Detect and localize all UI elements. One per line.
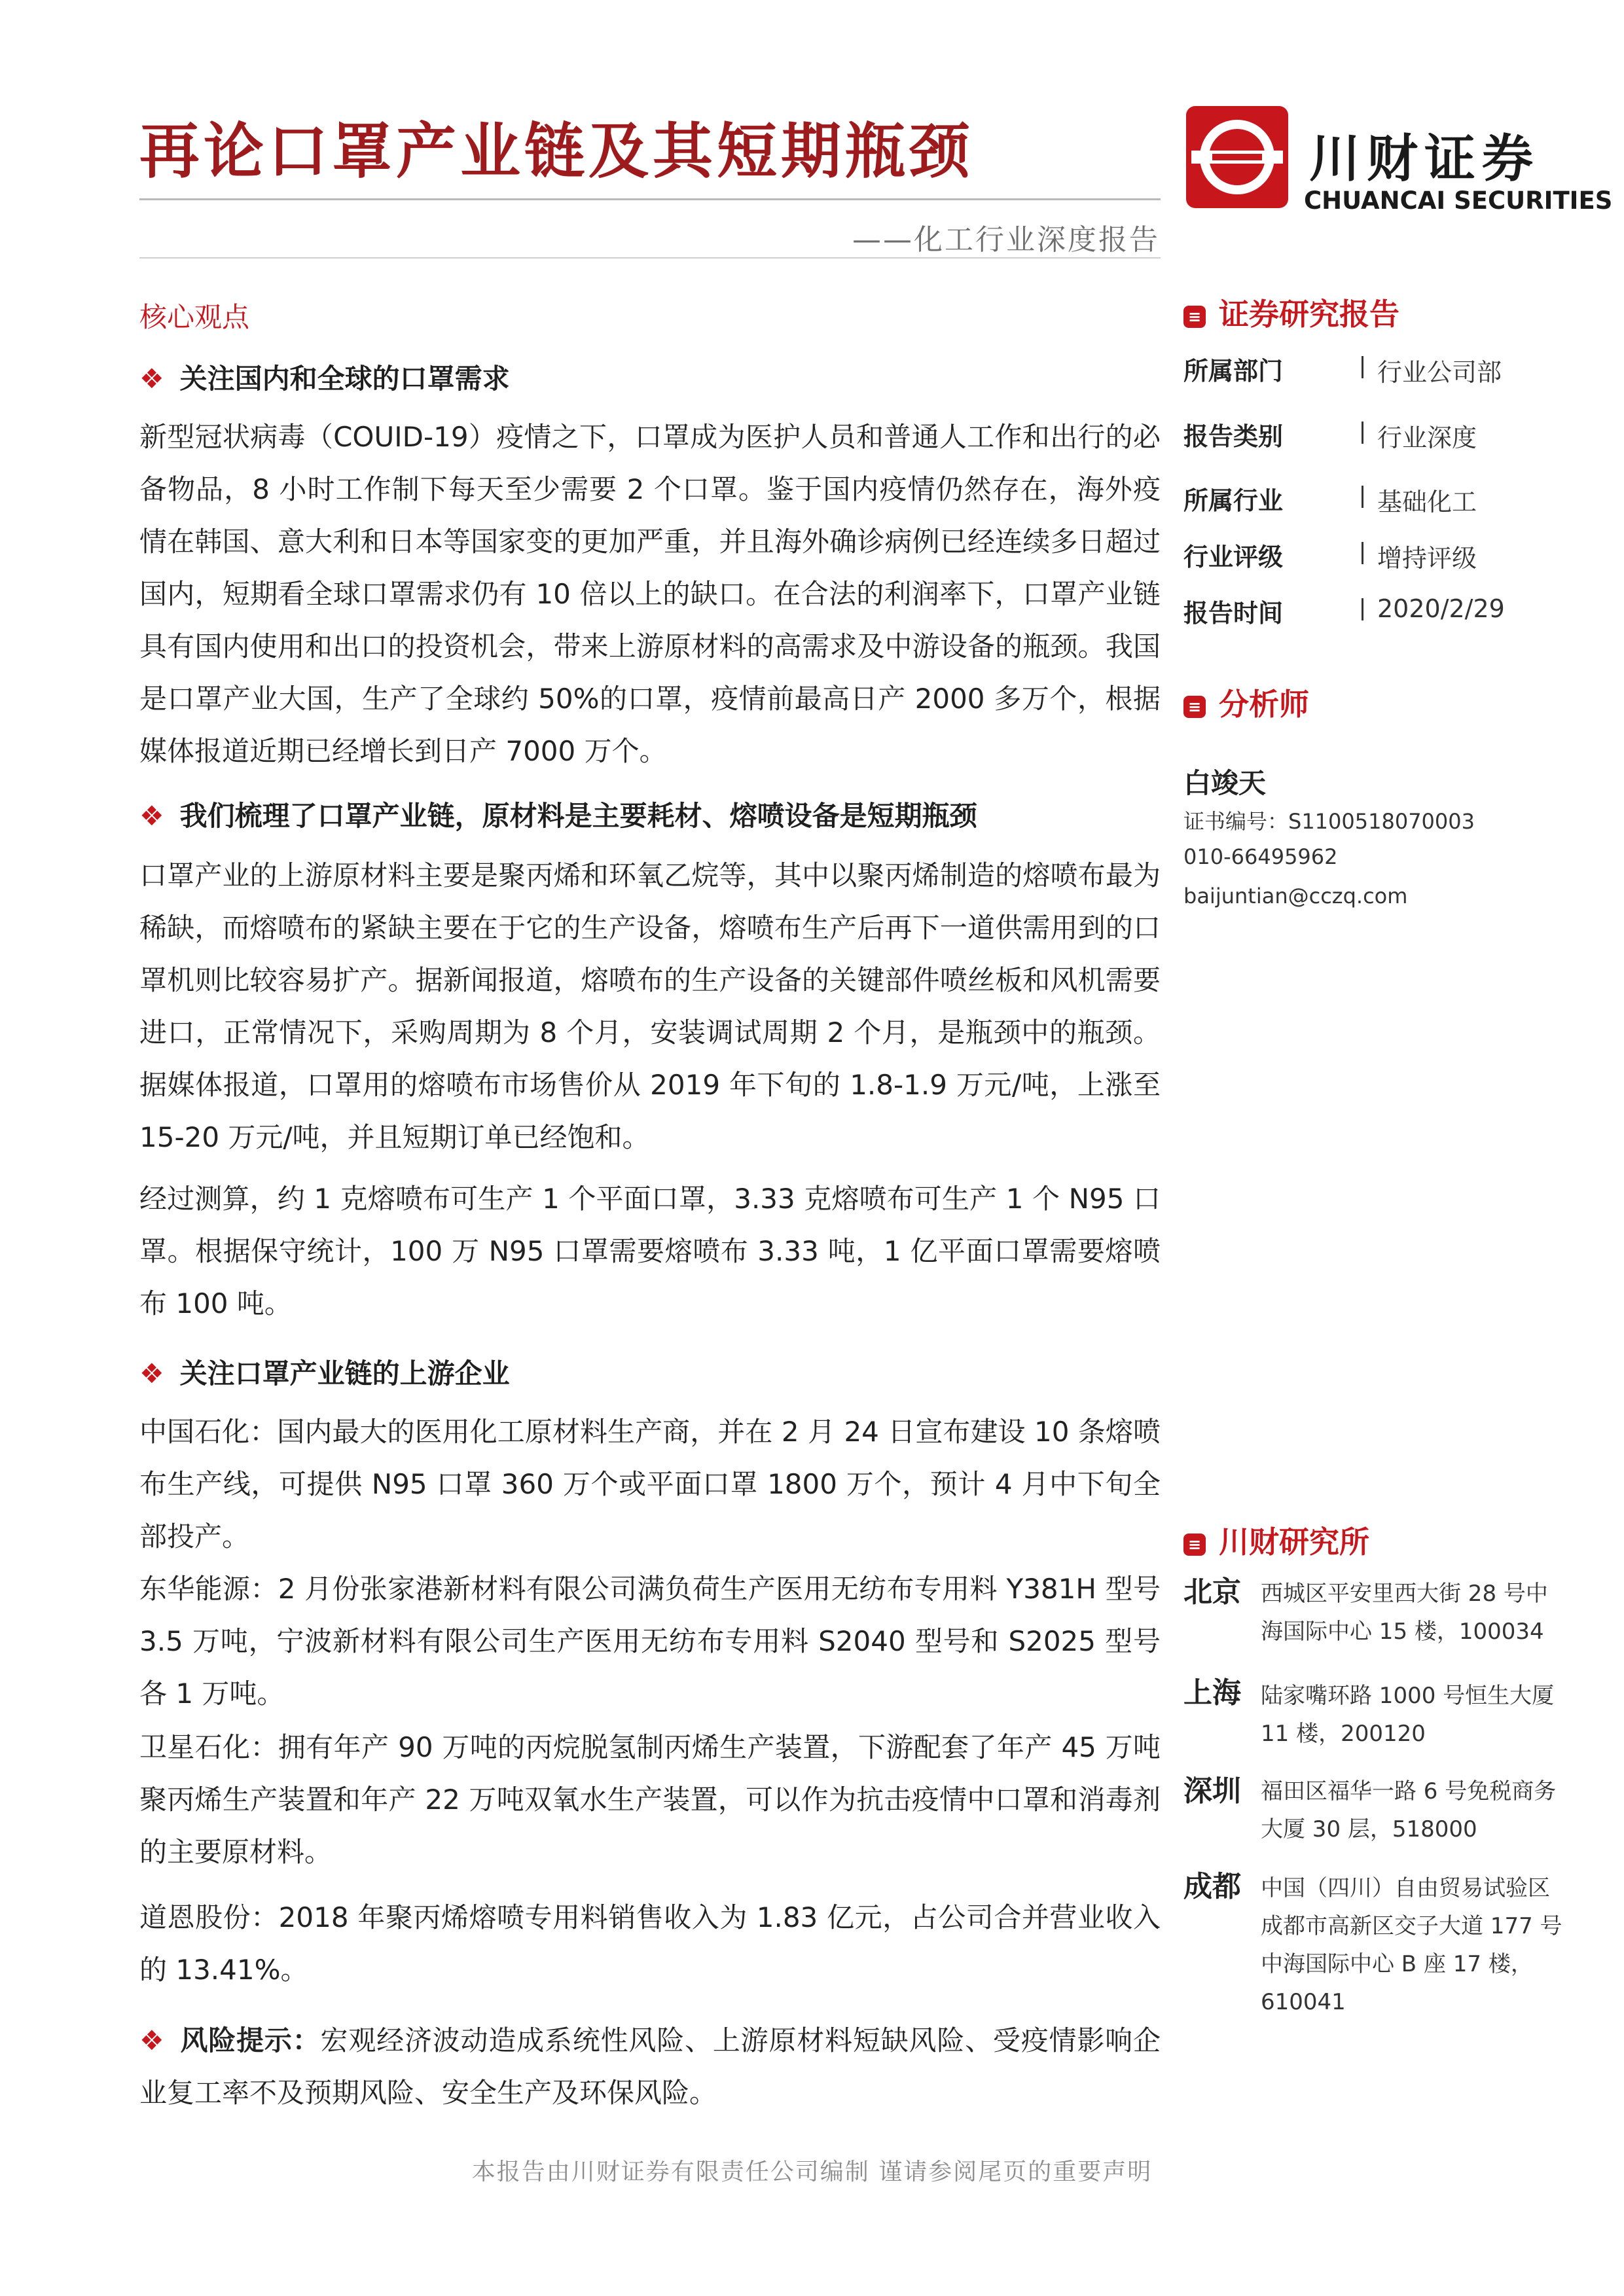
risk-warning xyxy=(139,2015,1161,2119)
analyst-phone: 010-66495962 xyxy=(1183,844,1338,869)
subtitle-divider xyxy=(139,257,1161,259)
meta-label: 报告类别 xyxy=(1183,422,1284,451)
analyst-name: 白竣天 xyxy=(1183,767,1267,799)
section-heading: ❖ 关注国内和全球的口罩需求 xyxy=(139,363,510,395)
report-subtitle: ——化工行业深度报告 xyxy=(852,223,1160,257)
meta-value: 行业深度 xyxy=(1377,423,1477,452)
title-divider xyxy=(139,198,1161,200)
meta-label: 行业评级 xyxy=(1183,543,1284,571)
paragraph: 新型冠状病毒（COUID-19）疫情之下，口罩成为医护人员和普通人工作和出行的必备物品，8 小时工作制下每天至少需要 2 个口罩。鉴于国内疫情仍然存在，海外疫情在韩国、意大利和日本等国家变的更加严重，并且海外确诊病例已经连续多日超过国内，短期看全球口罩需求仍有 10 倍以上的缺口。在合法的利润率下，口罩产业链具有国内使用和出口的投资机会，带来上游原材料的高需求及中游设备的瓶颈。我国是口罩产业大国，生产了全球约 50%的口罩，疫情前最高日产 2000 多万个，根据媒体报道近期已经增长到日产 7000 万个。 xyxy=(139,421,1161,767)
office-city: 上海 xyxy=(1183,1676,1241,1710)
risk-text: 宏观经济波动造成系统性风险、上游原材料短缺风险、受疫情影响企业复工率不及预期风险、安全生产及环保风险。 xyxy=(139,2024,1161,2109)
paragraph: 经过测算，约 1 克熔喷布可生产 1 个平面口罩，3.33 克熔喷布可生产 1 个 N95 口罩。根据保守统计，100 万 N95 口罩需要熔喷布 3.33 吨，1 亿平面口罩需要熔喷布 100 吨。 xyxy=(139,1183,1161,1319)
office-address: 福田区福华一路 6 号免税商务大厦 30 层，518000 xyxy=(1261,1778,1557,1842)
meta-divider xyxy=(1362,486,1363,508)
company-paragraph: 东华能源：2 月份张家港新材料有限公司满负荷生产医用无纺布专用料 Y381H 型号 3.5 万吨，宁波新材料有限公司生产医用无纺布专用料 S2040 型号和 S2025 型号各 1 万吨。 xyxy=(139,1573,1161,1710)
institute-heading: ≡ 川财研究所 xyxy=(1183,1518,1369,1562)
meta-label: 报告时间 xyxy=(1183,599,1284,628)
company-paragraph: 中国石化：国内最大的医用化工原材料生产商，并在 2 月 24 日宣布建设 10 条熔喷布生产线，可提供 N95 口罩 360 万个或平面口罩 1800 万个，预计 4 月中下旬全部投产。 xyxy=(139,1416,1161,1552)
meta-value: 增持评级 xyxy=(1377,544,1477,573)
meta-value: 2020/2/29 xyxy=(1377,594,1505,623)
risk-label: 风险提示： xyxy=(180,2024,321,2056)
diamond-bullet-icon: ❖ xyxy=(139,800,164,832)
section-heading: ❖ 关注口罩产业链的上游企业 xyxy=(139,1357,510,1390)
paragraph: 口罩产业的上游原材料主要是聚丙烯和环氧乙烷等，其中以聚丙烯制造的熔喷布最为稀缺，而熔喷布的紧缺主要在于它的生产设备，熔喷布生产后再下一道供需用到的口罩机则比较容易扩产。据新闻报道，熔喷布的生产设备的关键部件喷丝板和风机需要进口，正常情况下，采购周期为 8 个月，安装调试周期 2 个月，是瓶颈中的瓶颈。据媒体报道，口罩用的熔喷布市场售价从 2019 年下旬的 1.8-1.9 万元/吨，上涨至 15-20 万元/吨，并且短期订单已经饱和。 xyxy=(139,859,1161,1153)
office-address: 西城区平安里西大街 28 号中海国际中心 15 楼，100034 xyxy=(1261,1581,1548,1645)
company-paragraph: 道恩股份：2018 年聚丙烯熔喷专用料销售收入为 1.83 亿元，占公司合并营业收入的 13.41%。 xyxy=(139,1901,1161,1986)
section-heading: ❖ 我们梳理了口罩产业链，原材料是主要耗材、熔喷设备是短期瓶颈 xyxy=(139,800,977,832)
meta-label: 所属部门 xyxy=(1183,357,1284,386)
office-address: 陆家嘴环路 1000 号恒生大厦 11 楼，200120 xyxy=(1261,1683,1555,1747)
report-title: 再论口罩产业链及其短期瓶颈 xyxy=(139,117,974,187)
analyst-email[interactable]: baijuntian@cczq.com xyxy=(1183,884,1408,908)
diamond-bullet-icon: ❖ xyxy=(139,363,164,395)
meta-divider xyxy=(1362,422,1363,444)
diamond-bullet-icon: ❖ xyxy=(139,2024,165,2056)
section-marker-icon: ≡ xyxy=(1183,306,1206,328)
company-paragraph: 卫星石化：拥有年产 90 万吨的丙烷脱氢制丙烯生产装置，下游配套了年产 45 万吨聚丙烯生产装置和年产 22 万吨双氧水生产装置，可以作为抗击疫情中口罩和消毒剂的主要原材料。 xyxy=(139,1731,1161,1868)
office-city: 深圳 xyxy=(1183,1774,1241,1808)
company-logo-icon xyxy=(1186,106,1288,208)
company-name-en: CHUANCAI SECURITIES xyxy=(1304,187,1613,215)
core-view-label: 核心观点 xyxy=(139,301,250,333)
meta-label: 所属行业 xyxy=(1183,486,1284,515)
meta-divider xyxy=(1362,598,1363,620)
office-city: 北京 xyxy=(1183,1575,1241,1609)
section-marker-icon: ≡ xyxy=(1183,696,1206,718)
section-marker-icon: ≡ xyxy=(1183,1534,1206,1556)
meta-value: 行业公司部 xyxy=(1377,358,1502,387)
office-address: 中国（四川）自由贸易试验区成都市高新区交子大道 177 号中海国际中心 B 座 17 楼，610041 xyxy=(1261,1875,1562,2015)
meta-value: 基础化工 xyxy=(1377,488,1477,516)
meta-divider xyxy=(1362,356,1363,378)
company-name-cn: 川财证券 xyxy=(1309,130,1540,188)
analyst-cert: 证书编号：S1100518070003 xyxy=(1183,809,1475,834)
diamond-bullet-icon: ❖ xyxy=(139,1357,164,1390)
analyst-heading: ≡ 分析师 xyxy=(1183,681,1309,724)
footer-disclaimer: 本报告由川财证券有限责任公司编制 谨请参阅尾页的重要声明 xyxy=(471,2159,1153,2185)
research-report-heading: ≡ 证券研究报告 xyxy=(1183,291,1399,334)
office-city: 成都 xyxy=(1183,1870,1241,1903)
meta-divider xyxy=(1362,542,1363,564)
